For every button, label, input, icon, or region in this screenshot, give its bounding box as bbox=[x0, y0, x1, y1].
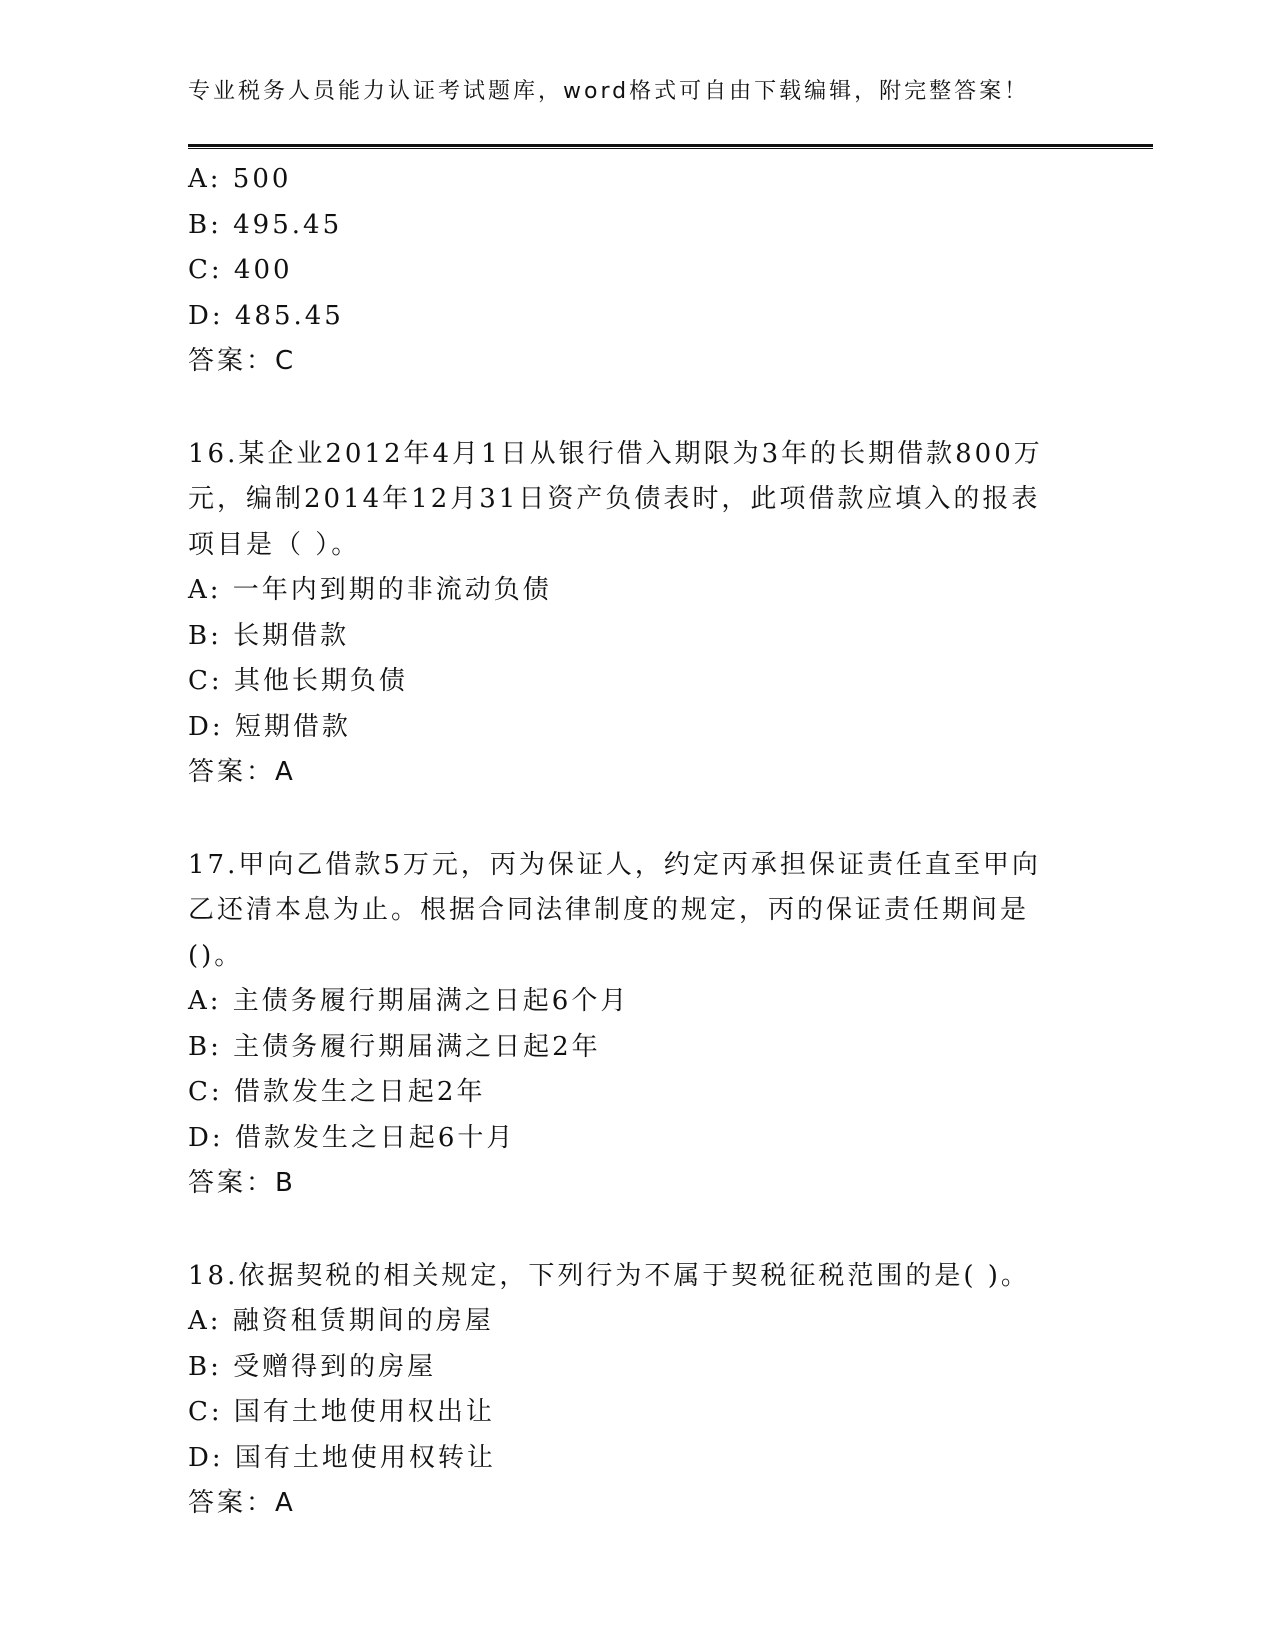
option-a: A: 主债务履行期届满之日起6个月 bbox=[188, 986, 630, 1016]
option-a: A: 融资租赁期间的房屋 bbox=[188, 1306, 494, 1336]
option-d: D: 485.45 bbox=[188, 300, 344, 331]
option-a: A: 500 bbox=[188, 164, 292, 194]
spacer bbox=[188, 796, 1068, 843]
option-b: B: 495.45 bbox=[188, 209, 343, 240]
answer: 答案：B bbox=[188, 1168, 296, 1198]
question-17 bbox=[188, 843, 1068, 1207]
question-stem: 17.甲向乙借款5万元，丙为保证人，约定丙承担保证责任直至甲向乙还清本息为止。根据合同法律制度的规定，丙的保证责任期间是()。 bbox=[188, 849, 1041, 971]
question-18 bbox=[188, 1254, 1068, 1527]
question-list bbox=[188, 157, 1068, 1527]
question-stem: 18.依据契税的相关规定，下列行为不属于契税征税范围的是( )。 bbox=[188, 1260, 1030, 1291]
option-c: C: 400 bbox=[188, 255, 293, 285]
answer: 答案：A bbox=[188, 1488, 296, 1518]
answer: 答案：C bbox=[188, 346, 297, 376]
option-a: A: 一年内到期的非流动负债 bbox=[188, 575, 552, 605]
option-c: C: 借款发生之日起2年 bbox=[188, 1077, 486, 1107]
option-d: D: 借款发生之日起6十月 bbox=[188, 1122, 516, 1153]
option-b: B: 长期借款 bbox=[188, 620, 350, 651]
spacer bbox=[188, 385, 1068, 432]
spacer bbox=[188, 1207, 1068, 1254]
question-partial bbox=[188, 157, 1068, 385]
option-c: C: 其他长期负债 bbox=[188, 666, 408, 696]
option-c: C: 国有土地使用权出让 bbox=[188, 1397, 495, 1427]
option-b: B: 受赠得到的房屋 bbox=[188, 1351, 437, 1382]
header-divider bbox=[188, 144, 1153, 149]
question-16 bbox=[188, 432, 1068, 796]
option-b: B: 主债务履行期届满之日起2年 bbox=[188, 1031, 601, 1062]
answer: 答案：A bbox=[188, 757, 296, 787]
question-stem: 16.某企业2012年4月1日从银行借入期限为3年的长期借款800万元，编制2014年12月31日资产负债表时，此项借款应填入的报表项目是（ ）。 bbox=[188, 438, 1043, 560]
option-d: D: 短期借款 bbox=[188, 711, 351, 742]
option-d: D: 国有土地使用权转让 bbox=[188, 1442, 496, 1473]
page-header: 专业税务人员能力认证考试题库，word格式可自由下载编辑，附完整答案！ bbox=[188, 79, 1030, 104]
